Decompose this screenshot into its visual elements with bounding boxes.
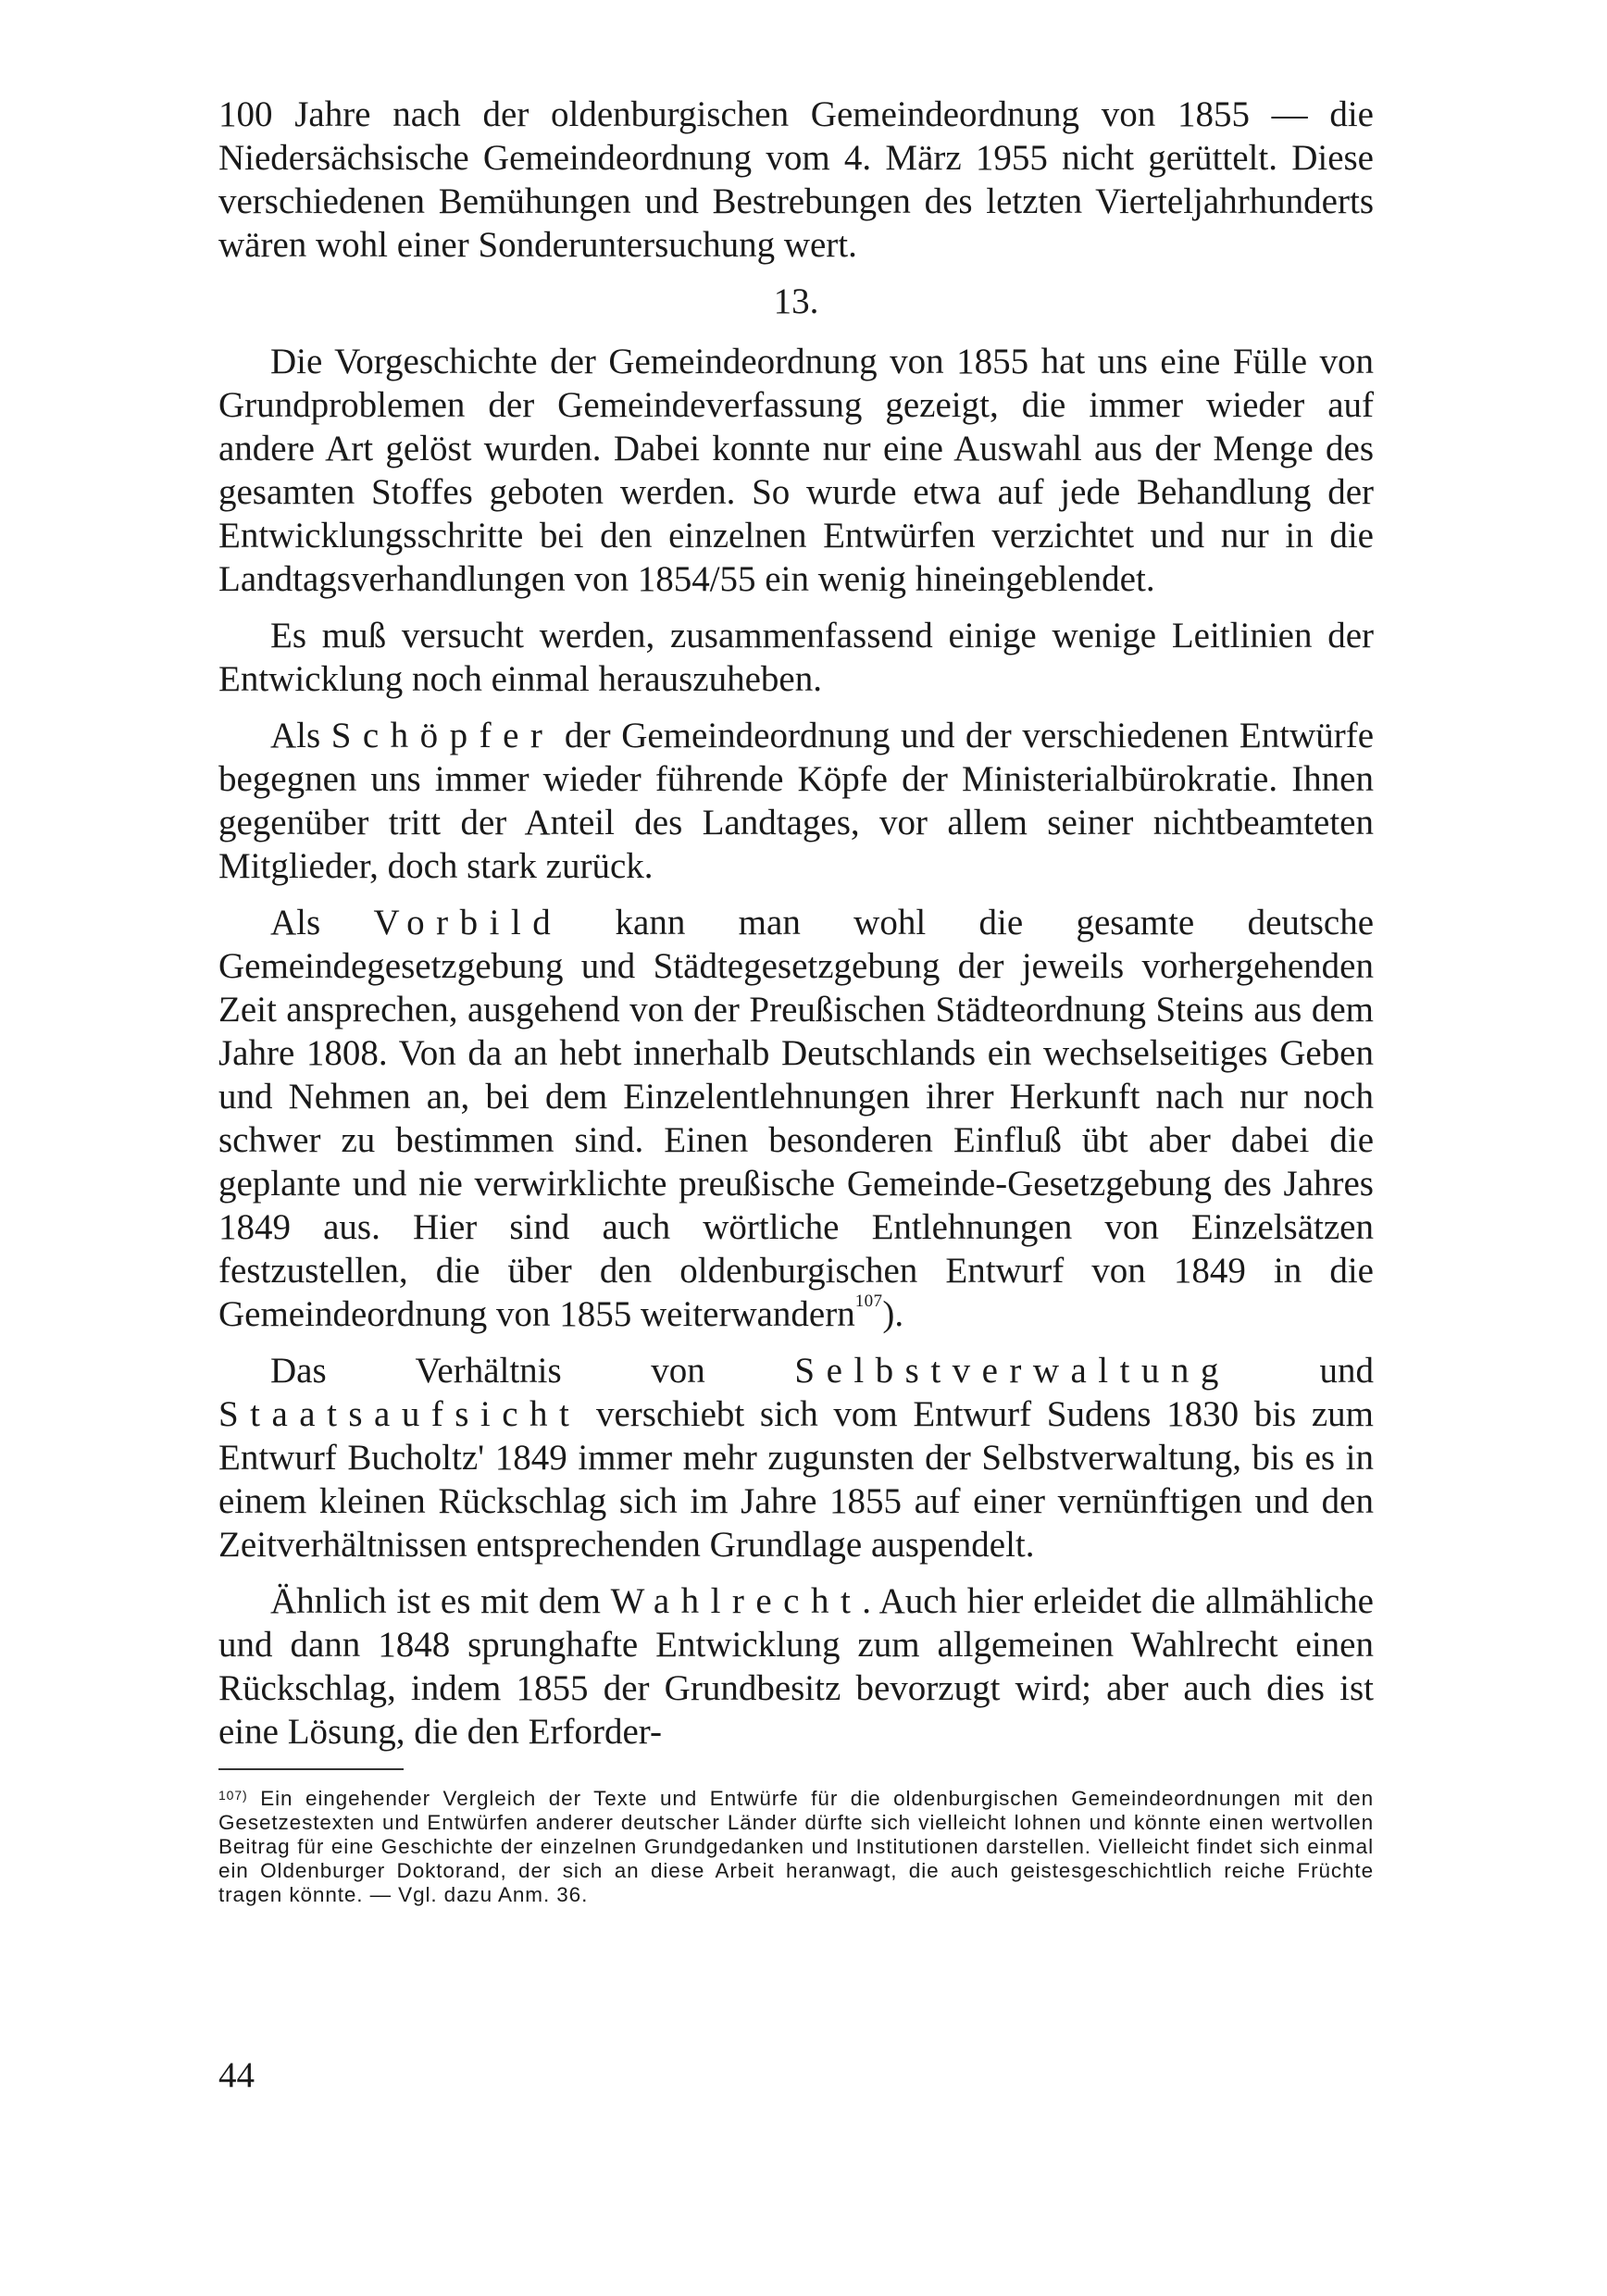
paragraph-schoepfer bbox=[218, 714, 1374, 888]
emphasis-spaced: Selbstverwaltung bbox=[794, 1351, 1230, 1391]
text-fragment: und bbox=[1319, 1351, 1374, 1391]
text-fragment: ). bbox=[882, 1294, 904, 1334]
footnote-divider bbox=[218, 1768, 404, 1770]
text-fragment: Das Verhältnis von bbox=[270, 1351, 705, 1391]
paragraph-vorbild bbox=[218, 901, 1374, 1336]
footnote-text: Ein eingehender Vergleich der Texte und Entwürfe für die oldenburgischen Gemeindeordnungen mit den Gesetzestexten und Entwürfen anderer deutscher Länder dürfte sich vielleicht lohnen und könnte einen wertvollen Beitrag für eine Geschichte der einzelnen Grundgedanken und Institutionen darstellen. Vielleicht findet sich einmal ein Oldenburger Doktorand, der sich an diese Arbeit heranwagt, die auch geistesgeschichtlich reiche Früchte tragen könnte. — Vgl. dazu Anm. 36. bbox=[218, 1787, 1374, 1906]
emphasis-spaced: Wahlrecht bbox=[610, 1581, 863, 1621]
text-fragment: Als bbox=[270, 716, 321, 755]
footnote-107 bbox=[218, 1787, 1374, 1907]
paragraph-leitlinien: Es muß versucht werden, zusammenfassend einige wenige Leitlinien der Entwicklung noch einmal herauszuheben. bbox=[218, 616, 1374, 699]
paragraph-wahlrecht bbox=[218, 1579, 1374, 1753]
section-number: 13. bbox=[773, 281, 819, 321]
paragraph-continuation: 100 Jahre nach der oldenburgischen Gemeindeordnung von 1855 — die Niedersächsische Gemeindeordnung vom 4. März 1955 nicht gerüttelt. Diese verschiedenen Bemühungen und Bestrebungen des letzten Vierteljahrhunderts wären wohl einer Sonderuntersuchung wert. bbox=[218, 94, 1374, 265]
emphasis-spaced: Schöpfer bbox=[330, 716, 554, 755]
page-number: 44 bbox=[218, 2055, 255, 2095]
emphasis-spaced: Vorbild bbox=[373, 903, 563, 942]
text-fragment: der Gemeindeordnung und der verschiedenen Entwürfe begegnen uns immer wieder führende Köpfe der Ministerialbürokratie. Ihnen gegenüber tritt der Anteil des Landtages, vor allem seiner nichtbeamteten Mitglieder, doch stark zurück. bbox=[218, 716, 1375, 886]
paragraph-vorgeschichte: Die Vorgeschichte der Gemeindeordnung von 1855 hat uns eine Fülle von Grundproblemen der Gemeindeverfassung gezeigt, die immer wieder auf andere Art gelöst wurden. Dabei konnte nur eine Auswahl aus der Menge des gesamten Stoffes geboten werden. So wurde etwa auf jede Behandlung der Entwicklungsschritte bei den einzelnen Entwürfen verzichtet und nur in die Landtagsverhandlungen von 1854/55 ein wenig hineingeblendet. bbox=[218, 342, 1374, 599]
text-fragment: kann man wohl die gesamte deutsche Gemeindegesetzgebung und Städtegesetzgebung der jeweils vorhergehenden Zeit ansprechen, ausgehend von der Preußischen Städteordnung Steins aus dem Jahre 1808. Von da an hebt innerhalb Deutschlands ein wechselseitiges Geben und Nehmen an, bei dem Einzelentlehnungen ihrer Herkunft nach nur noch schwer zu bestimmen sind. Einen besonderen Einfluß übt aber dabei die geplante und nie verwirklichte preußische Gemeinde-Gesetzgebung des Jahres 1849 aus. Hier sind auch wörtliche Entlehnungen von Einzelsätzen festzustellen, die über den oldenburgischen Entwurf von 1849 in die Gemeindeordnung von 1855 weiterwandern bbox=[218, 903, 1375, 1334]
paragraph-selbstverwaltung bbox=[218, 1349, 1374, 1566]
emphasis-spaced: Staatsaufsicht bbox=[218, 1394, 581, 1434]
text-fragment: Als bbox=[270, 903, 321, 942]
footnote-marker: 107) bbox=[218, 1788, 248, 1803]
text-fragment: verschiebt sich vom Entwurf Sudens 1830 bis zum Entwurf Bucholtz' 1849 immer mehr zugunsten der Selbstverwaltung, bis es in einem kleinen Rückschlag sich im Jahre 1855 auf einer vernünftigen und den Zeitverhältnissen entsprechenden Grundlage auspendelt. bbox=[218, 1394, 1374, 1565]
page-body bbox=[218, 93, 1374, 1907]
text-fragment: Ähnlich ist es mit dem bbox=[270, 1581, 601, 1621]
footnote-reference[interactable]: 107 bbox=[854, 1292, 883, 1311]
text-fragment: . Auch hier erleidet die allmähliche und dann 1848 sprunghafte Entwicklung zum allgemeinen Wahlrecht einen Rückschlag, indem 1855 der Grundbesitz bevorzugt wird; aber auch dies ist eine Lösung, die den Erforder- bbox=[218, 1581, 1374, 1752]
